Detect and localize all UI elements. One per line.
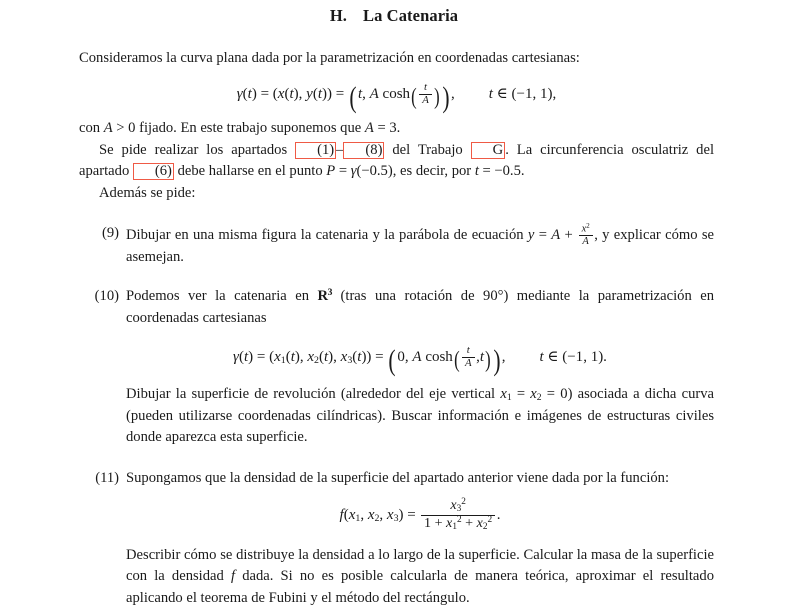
intro-line-1: Consideramos la curva plana dada por la parametrización en coordenadas cartesianas: (79, 50, 580, 66)
fraction-density: $\frac{x_3^2}{1 + x_1^2 + x_2^2}$ (421, 498, 495, 533)
cosh-operator: cosh (382, 86, 411, 103)
intro-line-3: Se pide realizar los apartados (1) – (8) del Trabajo G . La circunferencia osculatriz del apartado (6) debe hallarse en el punto P = γ(−0.5), es decir, por t = −0.5. (79, 141, 714, 180)
line3-middle-2: . La circunferencia osculatriz del apartado (79, 141, 714, 180)
list-item-10 (79, 286, 714, 448)
fraction-x2-over-A: $\frac{x^2}{A}$ (579, 223, 593, 247)
axis-condition: $x_1 = x_2 = 0$ (500, 386, 568, 404)
point-P-definition: P = γ(−0.5) (326, 163, 393, 180)
item-9-label: (9) (101, 225, 119, 242)
link-ref-trabajo-g[interactable]: G (471, 142, 506, 159)
section-number: H. (329, 6, 347, 25)
item-10-text-body: Dibujar la superficie de revolución (alrededor del eje vertical $x_1 = x_2 = 0$) asociada a dicha curva (pueden utilizarse coordenadas cilíndricas). Buscar información e imágenes de estructuras civiles donde aparezca esta superficie. (126, 386, 715, 445)
list-item-11 (79, 468, 714, 609)
requirements-list (79, 223, 714, 609)
parabola-equation: y = A + $\frac{x^2}{A}$ (528, 227, 594, 243)
document-body (74, 48, 714, 609)
equation-gamma-3d: $\gamma(t) = (x_1(t)$, $x_2(t)$, $x_3(t)) = (0$, A cosh( $\frac{t}{A}$ ,t)), t ∈ (−1, 1). (233, 343, 607, 377)
link-ref-section-1[interactable]: (1) (295, 142, 336, 159)
item-11-text-intro: Supongamos que la densidad de la superficie del apartado anterior viene dada por la función: (126, 470, 670, 487)
line3-middle: del Trabajo (384, 141, 471, 158)
page-title (0, 6, 788, 26)
fraction-t-over-A-3d: $\frac{t}{A}$ (462, 345, 475, 369)
equation-gamma-2d: γ(t) = (x(t), y(t)) = (t, A cosh( $\frac{t}{A}$ )), t ∈ (−1, 1), (236, 81, 557, 115)
close-paren: ) (442, 81, 450, 115)
item-11-label: (11) (95, 470, 119, 487)
real-space-symbol: $R^3$ (317, 287, 333, 305)
density-symbol-f: f (230, 568, 236, 585)
item-10-text-intro: Podemos ver la catenaria en $R^3$ (tras una rotación de 90°) mediante la parametrización en coordenadas cartesianas (126, 287, 715, 326)
item-10-label: (10) (94, 288, 119, 305)
fraction-t-over-A: $\frac{t}{A}$ (419, 82, 432, 106)
document-page (0, 6, 788, 605)
t-value: t = −0.5 (474, 163, 521, 180)
intro-line-4: Además se pide: (99, 184, 196, 201)
item-11-text-body: Describir cómo se distribuye la densidad a lo largo de la superficie. Calcular la masa de la superficie con la densidad f dada. Si no es posible calcularla de manera teórica, aproximar el resultado aplicando el teorema de Fubini y el método del rectángulo. (126, 546, 714, 606)
item-9-text: Dibujar en una misma figura la catenaria y la parábola de ecuación y = A + $\frac{x^2}{A}$ , y explicar cómo se asemejan. (126, 223, 714, 265)
value-A: A = 3 (364, 120, 397, 137)
equation-density-function: $f(x_1$, $x_2$, $x_3$) = $\frac{x_3^2}{1 + x_1^2 + x_2^2}$ . (339, 496, 501, 532)
line3-end: debe hallarse en el punto (177, 163, 327, 180)
eq1-gamma: γ (236, 86, 243, 103)
ref-dash: – (336, 141, 344, 158)
link-ref-section-8[interactable]: (8) (343, 142, 384, 159)
intro-line-2: con A > 0 fijado. En este trabajo suponemos que A = 3. (79, 120, 401, 137)
condition-A-positive: A > 0 (103, 120, 136, 137)
open-paren: ( (349, 81, 357, 115)
section-name: La Catenaria (363, 6, 459, 25)
list-item-9 (79, 223, 714, 268)
line3-prefix: Se pide realizar los apartados (99, 141, 296, 158)
link-ref-section-6[interactable]: (6) (133, 163, 174, 180)
